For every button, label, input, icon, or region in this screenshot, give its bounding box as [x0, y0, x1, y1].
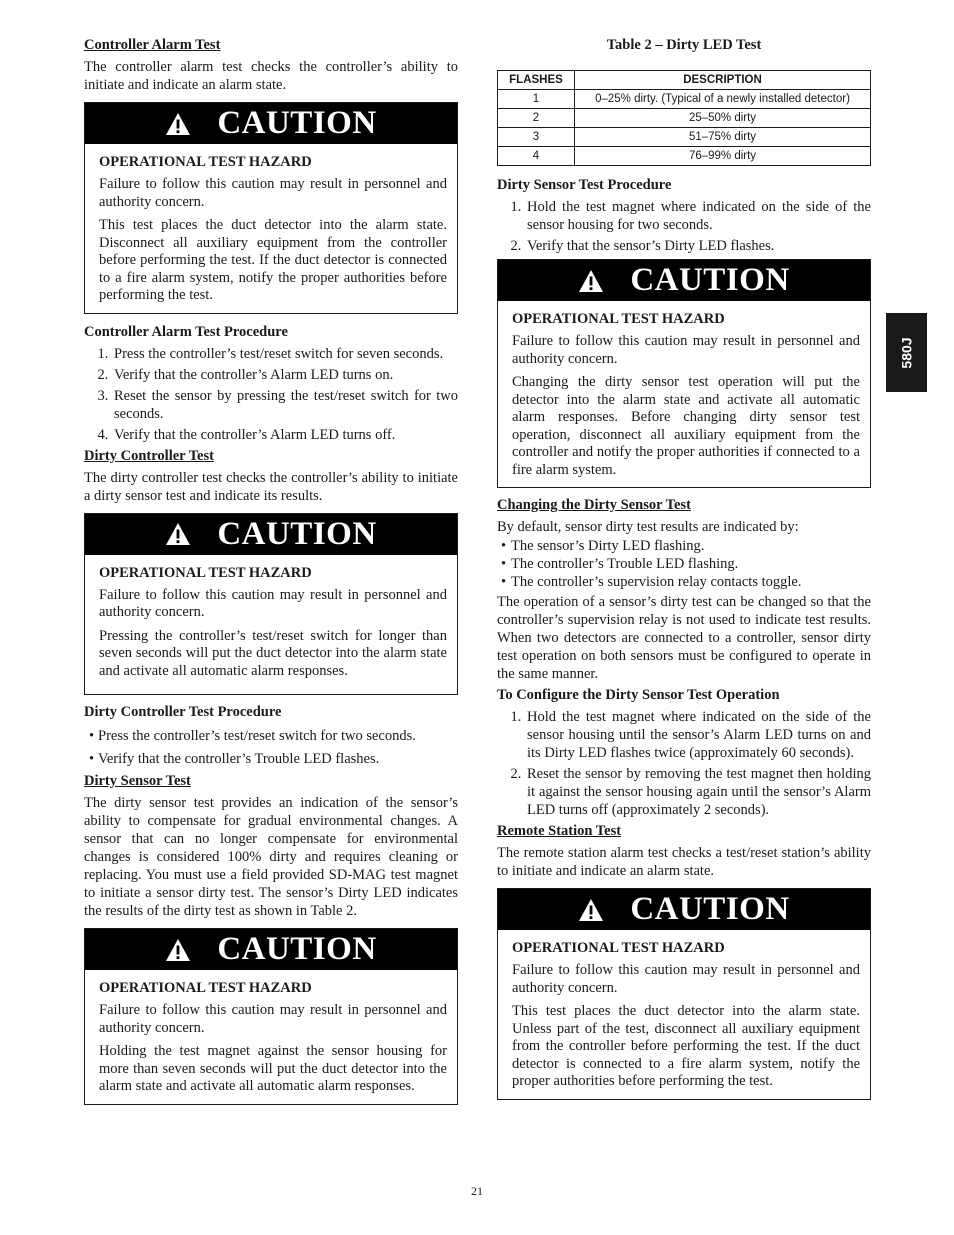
dirty-led-table [497, 70, 871, 166]
dirty-controller-procedure-heading: Dirty Controller Test Procedure [84, 704, 282, 720]
caution-text: Pressing the controller’s test/reset switch for longer than seven seconds will put the duct detector into the alarm state and activate all automatic alarm responses. [99, 627, 447, 679]
hazard-title: OPERATIONAL TEST HAZARD [512, 311, 725, 327]
dirty-controller-test-heading: Dirty Controller Test [84, 447, 214, 464]
remote-station-intro: The remote station alarm test checks a test/reset station’s ability to initiate and indicate an alarm state. [497, 845, 871, 879]
dirty-controller-test-intro: The dirty controller test checks the controller’s ability to initiate a dirty sensor test and indicate its results. [84, 469, 458, 504]
dirty-controller-procedure-bullets [84, 727, 458, 768]
changing-body: The operation of a sensor’s dirty test can be changed so that the controller’s supervision relay is not used to indicate test results. When two detectors are connected to a controller, sensor dirty test operation on both sensors must be configured to operate in the same manner. [497, 594, 871, 682]
list-item: 2. Verify that the sensor’s Dirty LED flashes. [525, 237, 871, 255]
caution-body [85, 970, 457, 1104]
configure-heading: To Configure the Dirty Sensor Test Operation [497, 687, 780, 703]
caution-word: CAUTION [217, 515, 377, 552]
table-header-cell: FLASHES [498, 71, 575, 90]
list-item: 2. Reset the sensor by removing the test magnet then holding it against the sensor housing again until the sensor’s Alarm LED turns off (approximately 2 seconds). [525, 765, 871, 819]
table-row [498, 147, 871, 166]
caution-text: Failure to follow this caution may result in personnel and authority concern. [99, 1002, 447, 1036]
caution-text: Failure to follow this caution may result in personnel and authority concern. [512, 962, 860, 996]
caution-word: CAUTION [217, 931, 377, 967]
caution-text: This test places the duct detector into the alarm state. Unless part of the test, disconnect all auxiliary equipment from the controller before performing the test. If the duct detector is connected to a fire alarm system, notify the proper authorities before performing the test. [512, 1003, 860, 1089]
caution-text: Failure to follow this caution may result in personnel and authority concern. [99, 586, 447, 620]
caution-word: CAUTION [630, 262, 790, 298]
caution-word: CAUTION [630, 891, 790, 927]
side-tab-model [886, 313, 927, 392]
table-row [498, 109, 871, 128]
controller-alarm-test-intro: The controller alarm test checks the controller’s ability to initiate and indicate an alarm state. [84, 59, 458, 93]
list-item: • Verify that the controller’s Trouble LED flashes. [98, 750, 458, 768]
caution-header [85, 929, 457, 970]
warning-triangle-icon [578, 269, 604, 293]
side-tab-label: 580J [898, 336, 915, 369]
caution-header [85, 514, 457, 555]
caution-box-remote-station [497, 888, 871, 1100]
caution-body [85, 144, 457, 313]
page-number: 21 [471, 1184, 483, 1198]
list-item: • Press the controller’s test/reset switch for two seconds. [98, 727, 458, 745]
dirty-sensor-procedure-steps [497, 198, 871, 255]
caution-body [498, 930, 870, 1099]
dirty-sensor-test-heading: Dirty Sensor Test [84, 773, 191, 789]
table-cell: 0–25% dirty. (Typical of a newly installed detector) [575, 90, 871, 109]
table-header-row [498, 71, 871, 90]
dirty-sensor-procedure-heading: Dirty Sensor Test Procedure [497, 177, 672, 193]
hazard-title: OPERATIONAL TEST HAZARD [99, 980, 312, 996]
list-item: 3. Reset the sensor by pressing the test/reset switch for two seconds. [112, 387, 458, 423]
caution-text: This test places the duct detector into the alarm state. Disconnect all auxiliary equipment from the controller before performing the test. If the duct detector is connected to a fire alarm system, notify the proper authorities before performing the test. [99, 217, 447, 303]
list-item: 4. Verify that the controller’s Alarm LED turns off. [112, 426, 458, 444]
caution-header [85, 103, 457, 144]
caution-header [498, 889, 870, 930]
caution-word: CAUTION [217, 105, 377, 141]
changing-dirty-sensor-test-heading: Changing the Dirty Sensor Test [497, 497, 691, 513]
warning-triangle-icon [578, 898, 604, 922]
caution-box-dirty-controller [84, 513, 458, 696]
warning-triangle-icon [165, 938, 191, 962]
hazard-title: OPERATIONAL TEST HAZARD [99, 564, 312, 581]
hazard-title: OPERATIONAL TEST HAZARD [512, 940, 725, 956]
caution-text: Failure to follow this caution may result in personnel and authority concern. [512, 333, 860, 367]
controller-alarm-procedure-heading: Controller Alarm Test Procedure [84, 323, 288, 340]
table-cell: 25–50% dirty [575, 109, 871, 128]
caution-box-dirty-sensor-operation [497, 259, 871, 488]
changing-intro: By default, sensor dirty test results are indicated by: [497, 519, 799, 535]
caution-box-dirty-sensor [84, 928, 458, 1105]
left-column [84, 36, 458, 1105]
list-item: • The controller’s Trouble LED flashing. [511, 555, 871, 573]
caution-body [498, 301, 870, 487]
hazard-title: OPERATIONAL TEST HAZARD [99, 154, 312, 170]
configure-steps [497, 708, 871, 819]
table-row [498, 128, 871, 147]
remote-station-test-heading: Remote Station Test [497, 823, 622, 839]
caution-box-controller-alarm [84, 102, 458, 314]
caution-text: Failure to follow this caution may result in personnel and authority concern. [99, 176, 447, 210]
table-cell: 2 [498, 109, 575, 128]
dirty-sensor-test-intro: The dirty sensor test provides an indication of the sensor’s ability to compensate for gradual environmental changes. A sensor that can no longer compensate for environmental changes is considered 100% dirty and requires cleaning or replacing. You must use a field provided SD-MAG test magnet to initiate a sensor dirty test. The sensor’s Dirty LED indicates the results of the dirty test as shown in Table 2. [84, 795, 458, 919]
table-cell: 4 [498, 147, 575, 166]
caution-body [85, 555, 457, 695]
controller-alarm-procedure-steps [84, 345, 458, 444]
table-header-cell: DESCRIPTION [575, 71, 871, 90]
list-item: • The sensor’s Dirty LED flashing. [511, 537, 871, 555]
list-item: 1. Hold the test magnet where indicated on the side of the sensor housing for two seconds. [525, 198, 871, 234]
list-item: 2. Verify that the controller’s Alarm LED turns on. [112, 366, 458, 384]
caution-text: Holding the test magnet against the sensor housing for more than seven seconds will put the duct detector into the alarm state and activate all automatic alarm responses. [99, 1043, 447, 1094]
list-item: 1. Hold the test magnet where indicated on the side of the sensor housing until the sensor’s Alarm LED turns on and its Dirty LED flashes twice (approximately 60 seconds). [525, 708, 871, 762]
controller-alarm-test-heading: Controller Alarm Test [84, 37, 221, 53]
default-indications-list [497, 537, 871, 591]
table-title: Table 2 – Dirty LED Test [606, 37, 762, 53]
list-item: 1. Press the controller’s test/reset switch for seven seconds. [112, 345, 458, 363]
table-cell: 76–99% dirty [575, 147, 871, 166]
caution-header [498, 260, 870, 301]
list-item: • The controller’s supervision relay contacts toggle. [511, 573, 871, 591]
warning-triangle-icon [165, 522, 191, 546]
caution-text: Changing the dirty sensor test operation will put the detector into the alarm state and activate all automatic alarm responses. Before changing dirty sensor test operation, disconnect all auxiliary equipment from the controller and notify the proper authorities if connected to a fire alarm system. [512, 374, 860, 478]
table-row [498, 90, 871, 109]
warning-triangle-icon [165, 112, 191, 136]
table-cell: 3 [498, 128, 575, 147]
table-cell: 1 [498, 90, 575, 109]
table-cell: 51–75% dirty [575, 128, 871, 147]
right-column [497, 176, 871, 1100]
